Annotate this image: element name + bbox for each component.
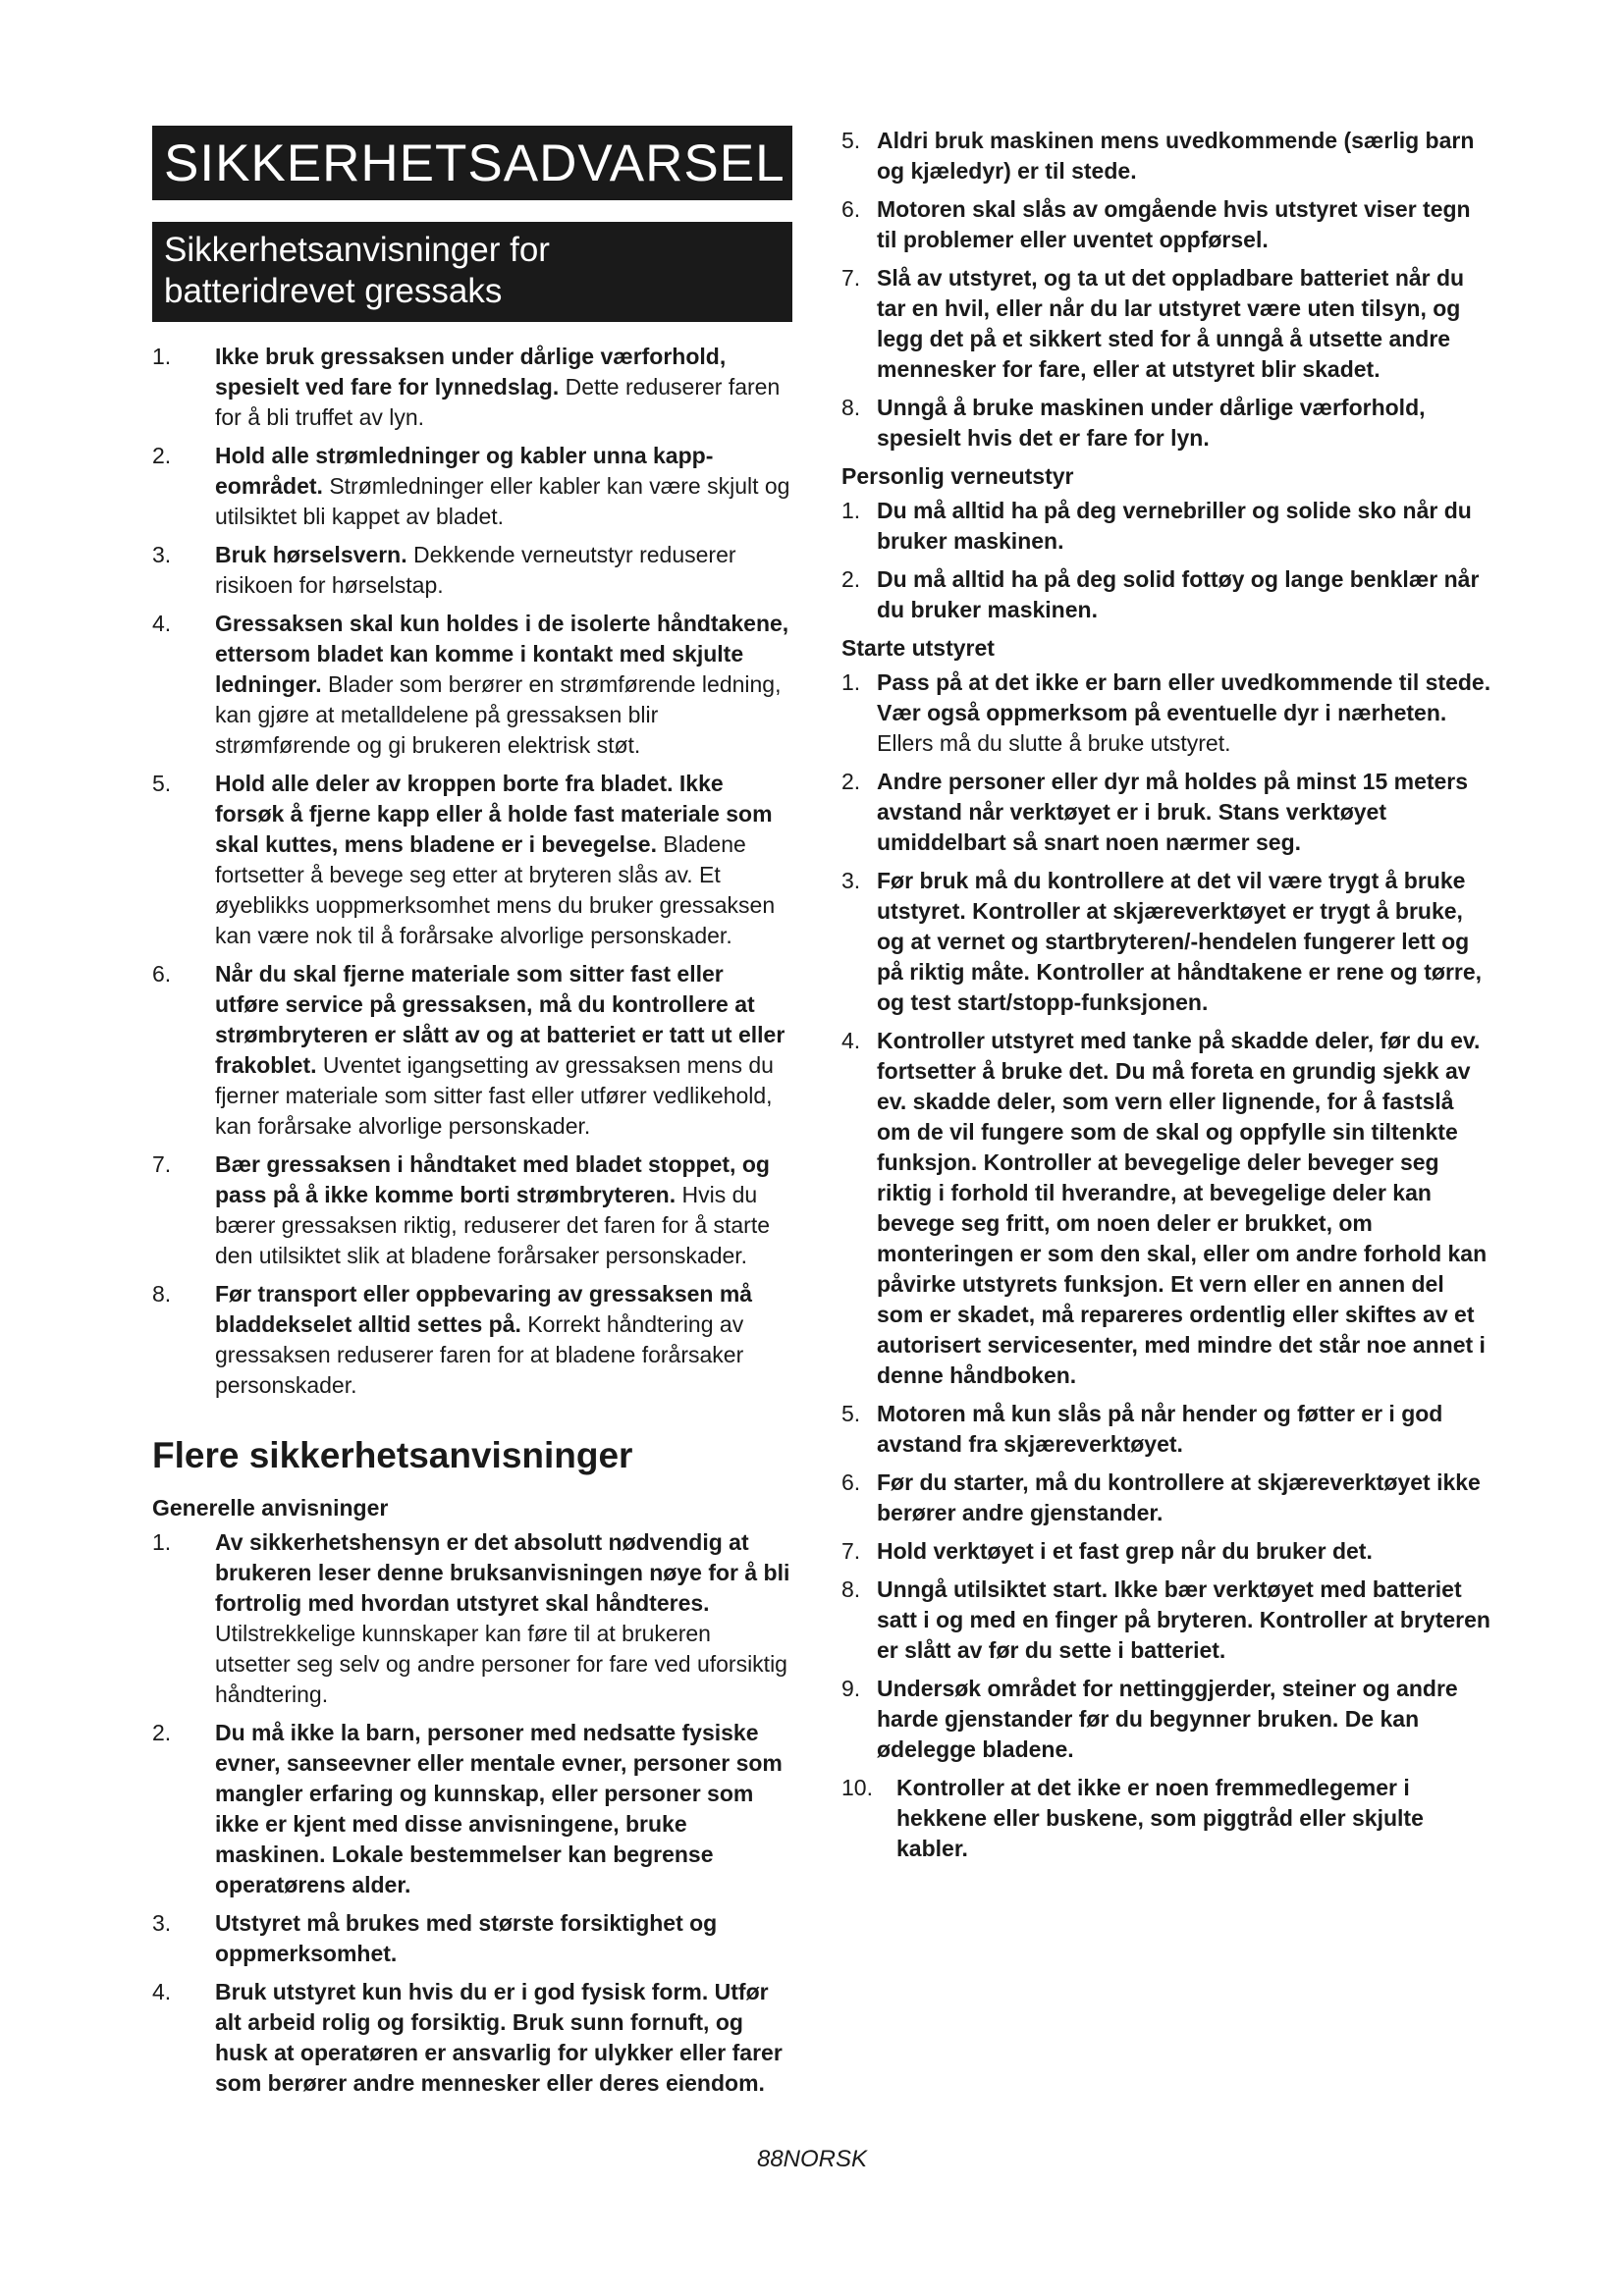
- item-text: Uventet igangsetting av gressaksen mens du fjerner materiale som sitter fast eller utfører vedlikehold, kan forårsake alvorlige personskader.: [215, 1052, 774, 1139]
- ppe-list: [841, 496, 1491, 625]
- general-list: [152, 1527, 792, 2099]
- item-bold-text: Utstyret må brukes med største forsiktighet og oppmerksomhet.: [215, 1910, 718, 1966]
- safety-list: [152, 342, 792, 1401]
- start-list: [841, 667, 1491, 1864]
- item-number: 8.: [841, 1576, 861, 1602]
- item-number: 2.: [841, 566, 861, 592]
- item-bold-text: Før du starter, må du kontrollere at skjæreverktøyet ikke berører andre gjenstander.: [877, 1469, 1481, 1525]
- item-bold-text: Andre personer eller dyr må holdes på minst 15 meters avstand når verktøyet er i bruk. Stans verktøyet umiddelbart så snart noen nærmer seg.: [877, 769, 1469, 855]
- item-number: 3.: [841, 868, 861, 893]
- item-text: Hvis du bærer gressaksen riktig, reduserer det faren for å starte den utilsiktet slik at bladene forårsaker personskader.: [215, 1182, 771, 1268]
- item-number: 8.: [841, 395, 861, 420]
- item-bold-text: Motoren må kun slås på når hender og føtter er i god avstand fra skjæreverktøyet.: [877, 1401, 1443, 1457]
- item-bold-text: Kontroller utstyret med tanke på skadde deler, før du ev. fortsetter å bruke det. Du må foreta en grundig sjekk av ev. skadde deler, som vern eller lignende, for å fastslå om de vil fungere som de skal og oppfylle sin tiltenkte funksjon. Kontroller at bevegelige deler beveger seg riktig i forhold til hverandre, at bevegelige deler kan bevege seg fritt, om noen deler er brukket, om monteringen er som den skal, eller om andre forhold kan påvirke utstyrets funksjon. Et vern eller en annen del som er skadet, må repareres ordentlig eller skiftes av et autorisert servicesenter, med mindre det står noe annet i denne håndboken.: [877, 1028, 1488, 1388]
- item-number: 1.: [841, 498, 861, 523]
- item-number: 5.: [152, 771, 172, 796]
- item-bold-text: Hold alle deler av kroppen borte fra bladet. Ikke forsøk å fjerne kapp eller å holde fast materiale som skal kuttes, mens bladene er i bevegelse.: [215, 771, 773, 857]
- list-item: [152, 1977, 792, 2099]
- more-safety-heading: Flere sikkerhetsanvisninger: [152, 1435, 633, 1475]
- item-bold-text: Slå av utstyret, og ta ut det oppladbare batteriet når du tar en hvil, eller når du lar utstyret være uten tilsyn, og legg det på et sikkert sted for å unngå å utsette andre mennesker for fare, eller at utstyret blir skadet.: [877, 265, 1465, 382]
- item-bold-text: Motoren skal slås av omgående hvis utstyret viser tegn til problemer eller uventet oppførsel.: [877, 196, 1471, 252]
- general-heading: Generelle anvisninger: [152, 1495, 389, 1521]
- start-heading: Starte utstyret: [841, 635, 995, 661]
- item-number: 7.: [841, 1538, 861, 1564]
- list-item: [152, 769, 792, 951]
- page-footer: 88NORSK: [756, 2146, 868, 2172]
- item-number: 5.: [841, 128, 861, 153]
- list-item: [841, 1468, 1491, 1528]
- list-item: [841, 1536, 1491, 1567]
- item-bold-text: Hold alle strømledninger og kabler unna kappeområdet.: [215, 443, 714, 499]
- item-bold-text: Av sikkerhetshensyn er det absolutt nødvendig at brukeren leser denne bruksanvisningen nøye for å bli fortrolig med hvordan utstyret skal håndteres.: [215, 1529, 790, 1616]
- list-item: [841, 194, 1491, 255]
- list-item: [841, 1575, 1491, 1666]
- list-item: [841, 564, 1491, 625]
- item-number: 3.: [152, 542, 172, 567]
- list-item: [841, 126, 1491, 187]
- item-bold-text: Bruk hørselsvern.: [215, 542, 407, 567]
- item-number: 8.: [152, 1281, 172, 1307]
- item-bold-text: Bær gressaksen i håndtaket med bladet stoppet, og pass på å ikke komme borti strømbryteren.: [215, 1151, 770, 1207]
- list-item: [841, 1399, 1491, 1460]
- item-text: Dekkende verneutstyr reduserer risikoen for hørselstap.: [215, 542, 736, 598]
- item-text: Bladene fortsetter å bevege seg etter at bryteren slås av. Et øyeblikks uoppmerksomhet mens du bruker gressaksen kan være nok til å forårsake alvorlige personskader.: [215, 831, 776, 948]
- section-title-bar: [152, 222, 792, 322]
- list-item: [841, 1674, 1491, 1765]
- item-bold-text: Kontroller at det ikke er noen fremmedlegemer i hekkene eller buskene, som piggtråd eller skjulte kabler.: [896, 1775, 1424, 1861]
- item-number: 4.: [841, 1028, 861, 1053]
- list-item: [841, 393, 1491, 454]
- item-bold-text: Hold verktøyet i et fast grep når du bruker det.: [877, 1538, 1373, 1564]
- section-title-line-1: Sikkerhetsanvisninger for: [164, 231, 550, 269]
- list-item: [152, 342, 792, 433]
- item-bold-text: Du må ikke la barn, personer med nedsatte fysiske evner, sanseevner eller mentale evner, personer som mangler erfaring og kunnskap, eller personer som ikke er kjent med disse anvisningene, bruke maskinen. Lokale bestemmelser kan begrense operatørens alder.: [215, 1720, 783, 1897]
- list-item: [152, 441, 792, 532]
- item-number: 2.: [152, 1720, 172, 1745]
- item-bold-text: Bruk utstyret kun hvis du er i god fysisk form. Utfør alt arbeid rolig og forsiktig. Bruk sunn fornuft, og husk at operatøren er ansvarlig for ulykker eller farer som berører andre mennesker eller deres eiendom.: [215, 1979, 783, 2096]
- page-title: SIKKERHETSADVARSEL: [152, 126, 792, 200]
- list-item: [152, 959, 792, 1142]
- item-number: 1.: [152, 344, 172, 369]
- item-text: Korrekt håndtering av gressaksen reduserer faren for at bladene forårsaker personskader.: [215, 1311, 744, 1398]
- item-bold-text: Pass på at det ikke er barn eller uvedkommende til stede. Vær også oppmerksom på eventuelle dyr i nærheten.: [877, 669, 1491, 725]
- item-number: 10.: [841, 1775, 873, 1800]
- list-item: [841, 866, 1491, 1018]
- list-item: [841, 1026, 1491, 1391]
- item-bold-text: Du må alltid ha på deg solid fottøy og lange benklær når du bruker maskinen.: [877, 566, 1480, 622]
- item-number: 6.: [841, 196, 861, 222]
- item-bold-text: Unngå utilsiktet start. Ikke bær verktøyet med batteriet satt i og med en finger på bryteren. Kontroller at bryteren er slått av før du sette i batteriet.: [877, 1576, 1490, 1663]
- list-item: [841, 496, 1491, 557]
- item-number: 7.: [152, 1151, 172, 1177]
- item-bold-text: Før transport eller oppbevaring av gressaksen må bladdekselet alltid settes på.: [215, 1281, 753, 1337]
- general-list-continued: [841, 126, 1491, 454]
- item-bold-text: Aldri bruk maskinen mens uvedkommende (særlig barn og kjæledyr) er til stede.: [877, 128, 1475, 184]
- item-bold-text: Før bruk må du kontrollere at det vil være trygt å bruke utstyret. Kontroller at skjæreverktøyet er trygt å bruke, og at vernet og startbryteren/-hendelen fungerer lett og på riktig måte. Kontroller at håndtakene er rene og tørre, og test start/stopp-funksjonen.: [877, 868, 1483, 1015]
- list-item: [152, 1149, 792, 1271]
- item-bold-text: Unngå å bruke maskinen under dårlige værforhold, spesielt hvis det er fare for lyn.: [877, 395, 1426, 451]
- item-text: Strømledninger eller kabler kan være skjult og utilsiktet bli kappet av bladet.: [215, 473, 790, 529]
- list-item: [841, 263, 1491, 385]
- item-bold-text: Du må alltid ha på deg vernebriller og solide sko når du bruker maskinen.: [877, 498, 1472, 554]
- item-number: 5.: [841, 1401, 861, 1426]
- right-column: [841, 0, 1491, 1872]
- item-bold-text: Gressaksen skal kun holdes i de isolerte håndtakene, ettersom bladet kan komme i kontakt med skjulte ledninger.: [215, 611, 789, 697]
- ppe-heading: Personlig verneutstyr: [841, 463, 1074, 489]
- item-number: 4.: [152, 1979, 172, 2004]
- list-item: [841, 1773, 1491, 1864]
- item-number: 1.: [152, 1529, 172, 1555]
- section-title-line-2: batteridrevet gressaks: [164, 272, 503, 310]
- item-bold-text: Ikke bruk gressaksen under dårlige værforhold, spesielt ved fare for lynnedslag.: [215, 344, 727, 400]
- item-bold-text: Undersøk området for nettinggjerder, steiner og andre harde gjenstander før du begynner bruken. De kan ødelegge bladene.: [877, 1676, 1458, 1762]
- list-item: [841, 667, 1491, 759]
- list-item: [152, 1279, 792, 1401]
- item-number: 3.: [152, 1910, 172, 1936]
- list-item: [152, 1908, 792, 1969]
- item-number: 4.: [152, 611, 172, 636]
- item-number: 2.: [841, 769, 861, 794]
- item-number: 6.: [841, 1469, 861, 1495]
- list-item: [841, 767, 1491, 858]
- list-item: [152, 540, 792, 601]
- list-item: [152, 1527, 792, 1710]
- item-number: 7.: [841, 265, 861, 291]
- item-text: Ellers må du slutte å bruke utstyret.: [877, 730, 1231, 756]
- item-number: 6.: [152, 961, 172, 987]
- left-column: [152, 0, 792, 2107]
- item-text: Utilstrekkelige kunnskaper kan føre til at brukeren utsetter seg selv og andre personer for fare ved uforsiktig håndtering.: [215, 1621, 787, 1707]
- item-number: 2.: [152, 443, 172, 468]
- list-item: [152, 609, 792, 761]
- item-text: Dette reduserer faren for å bli truffet av lyn.: [215, 374, 781, 430]
- item-text: Blader som berører en strømførende ledning, kan gjøre at metalldelene på gressaksen blir strømførende og gi brukeren elektrisk støt.: [215, 671, 782, 758]
- list-item: [152, 1718, 792, 1900]
- item-number: 1.: [841, 669, 861, 695]
- item-number: 9.: [841, 1676, 861, 1701]
- item-bold-text: Når du skal fjerne materiale som sitter fast eller utføre service på gressaksen, må du kontrollere at strømbryteren er slått av og at batteriet er tatt ut eller frakoblet.: [215, 961, 785, 1078]
